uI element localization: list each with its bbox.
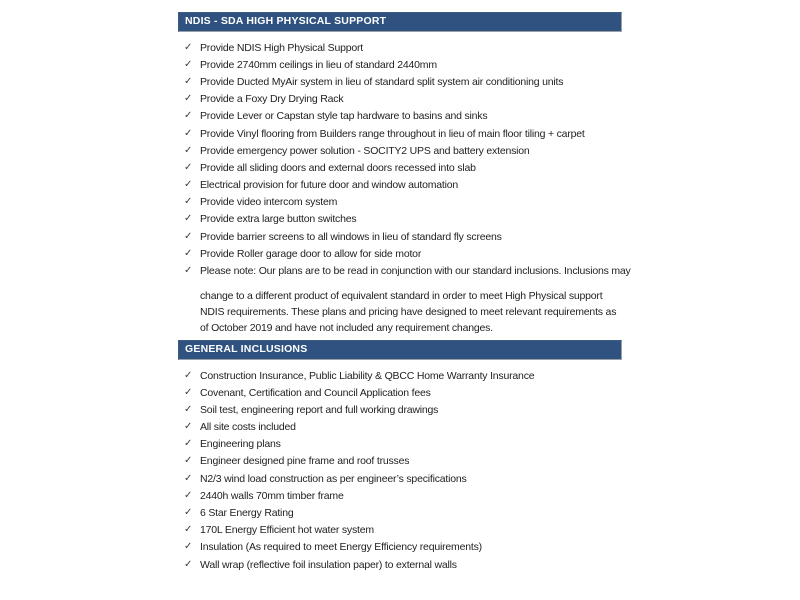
check-icon: ✓	[184, 524, 193, 536]
check-icon: ✓	[184, 265, 193, 277]
list-item-label: Provide 2740mm ceilings in lieu of standard 2440mm	[200, 58, 437, 71]
list-item	[178, 73, 622, 90]
list-item	[178, 125, 622, 142]
check-icon: ✓	[184, 230, 193, 242]
list-item-label: Please note: Our plans are to be read in conjunction with our standard inclusions. Inclusions may	[200, 265, 631, 278]
check-icon: ✓	[184, 127, 193, 139]
list-item	[178, 142, 622, 159]
note-line: of October 2019 and have not included any requirement changes.	[200, 321, 493, 334]
section-general-inclusions	[178, 340, 622, 573]
checklist-general-inclusions	[178, 367, 622, 573]
check-icon: ✓	[184, 438, 193, 450]
list-item	[178, 367, 622, 384]
list-item-label: Provide emergency power solution - SOCITY2 UPS and battery extension	[200, 144, 530, 157]
check-icon: ✓	[184, 558, 193, 570]
list-item	[178, 108, 622, 125]
list-item-label: 6 Star Energy Rating	[200, 507, 294, 519]
list-item	[178, 211, 622, 228]
list-item-label: Construction Insurance, Public Liability & QBCC Home Warranty Insurance	[200, 369, 535, 382]
check-icon: ✓	[184, 541, 193, 553]
check-icon: ✓	[184, 489, 193, 501]
list-item-label: Provide a Foxy Dry Drying Rack	[200, 93, 344, 106]
checklist-ndis-sda	[178, 39, 631, 280]
list-item	[178, 401, 622, 418]
list-item-label: Provide all sliding doors and external doors recessed into slab	[200, 161, 476, 174]
list-item	[178, 522, 622, 539]
list-item-label: Electrical provision for future door and window automation	[200, 179, 459, 192]
list-item-label: All site costs included	[200, 421, 296, 434]
list-item	[178, 177, 622, 194]
note-paragraph	[178, 288, 622, 336]
list-item-label: Provide barrier screens to all windows in lieu of standard fly screens	[200, 230, 502, 243]
check-icon: ✓	[184, 421, 193, 433]
list-item-label: Engineer designed pine frame and roof trusses	[200, 455, 410, 468]
check-icon: ✓	[184, 75, 193, 87]
list-item	[178, 262, 631, 279]
list-item-label: Engineering plans	[200, 438, 281, 451]
list-item	[178, 384, 622, 401]
check-icon: ✓	[184, 144, 193, 156]
list-item-label: Provide video intercom system	[200, 196, 338, 209]
check-icon: ✓	[184, 386, 193, 398]
check-icon: ✓	[184, 403, 193, 415]
list-item	[178, 245, 622, 262]
list-item	[178, 539, 622, 556]
inclusions-document	[178, 12, 631, 573]
list-item-label: Provide Ducted MyAir system in lieu of standard split system air conditioning units	[200, 75, 564, 88]
check-icon: ✓	[184, 196, 193, 208]
check-icon: ✓	[184, 455, 193, 467]
list-item-label: Provide extra large button switches	[200, 213, 357, 226]
list-item	[178, 470, 622, 487]
list-item	[178, 504, 622, 521]
check-icon: ✓	[184, 247, 193, 259]
list-item	[178, 91, 622, 108]
list-item-label: Insulation (As required to meet Energy Efficiency requirements)	[200, 541, 482, 554]
section-header-ndis-sda: NDIS - SDA HIGH PHYSICAL SUPPORT	[178, 12, 622, 32]
check-icon: ✓	[184, 507, 193, 518]
list-item	[178, 487, 622, 504]
list-item	[178, 56, 622, 73]
list-item-label: N2/3 wind load construction as per engineer’s specifications	[200, 472, 467, 485]
check-icon: ✓	[184, 179, 193, 191]
check-icon: ✓	[184, 369, 193, 381]
list-item-label: Provide Lever or Capstan style tap hardware to basins and sinks	[200, 110, 488, 123]
list-item-label: 2440h walls 70mm timber frame	[200, 489, 344, 502]
list-item-label: Wall wrap (reflective foil insulation paper) to external walls	[200, 558, 457, 571]
list-item-label: Soil test, engineering report and full working drawings	[200, 403, 439, 416]
check-icon: ✓	[184, 110, 193, 122]
list-item	[178, 39, 622, 56]
check-icon: ✓	[184, 58, 193, 70]
list-item	[178, 453, 622, 470]
list-item	[178, 418, 622, 435]
list-item-label: Provide Roller garage door to allow for side motor	[200, 247, 422, 260]
check-icon: ✓	[184, 41, 193, 53]
check-icon: ✓	[184, 161, 193, 173]
section-ndis-sda-high-physical-support	[178, 12, 631, 336]
list-item	[178, 556, 622, 573]
list-item-label: 170L Energy Efficient hot water system	[200, 524, 374, 537]
list-item-label: Provide NDIS High Physical Support	[200, 41, 364, 54]
note-line: NDIS requirements. These plans and pricing have designed to meet relevant requirements as	[200, 305, 617, 318]
list-item-label: Covenant, Certification and Council Application fees	[200, 386, 431, 399]
check-icon: ✓	[184, 93, 193, 105]
list-item	[178, 194, 622, 211]
section-header-general-inclusions: GENERAL INCLUSIONS	[178, 340, 622, 360]
list-item	[178, 436, 622, 453]
note-line: change to a different product of equivalent standard in order to meet High Physical support	[200, 289, 603, 302]
list-item-label: Provide Vinyl flooring from Builders range throughout in lieu of main floor tiling + carpet	[200, 127, 585, 140]
check-icon: ✓	[184, 472, 193, 484]
list-item	[178, 228, 622, 245]
check-icon: ✓	[184, 213, 193, 225]
list-item	[178, 159, 622, 176]
